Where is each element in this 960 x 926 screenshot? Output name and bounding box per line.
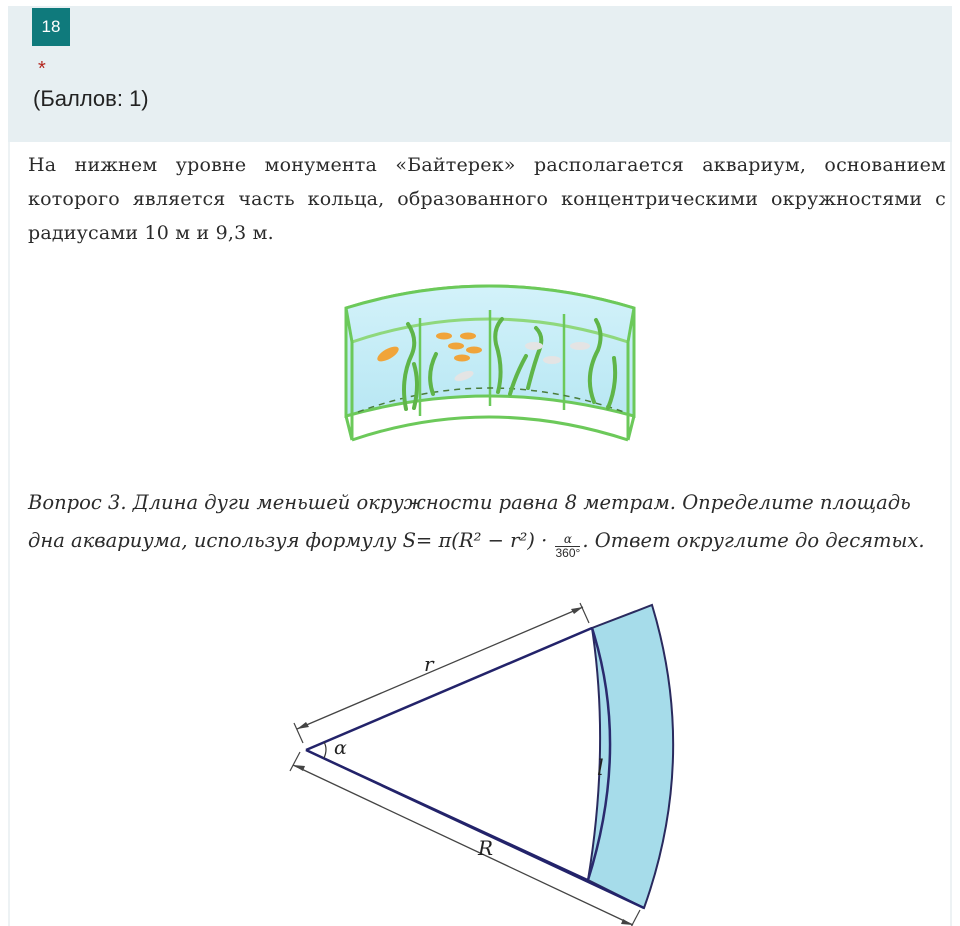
ring-sector-diagram bbox=[280, 597, 700, 926]
intro-text: На нижнем уровне монумента «Байтерек» располагается аквариум, основанием которого является часть кольца, образованного концентрическими окружностями с радиусами 10 м и 9,3 м. bbox=[28, 154, 946, 244]
task-text-before: Вопрос 3. Длина дуги меньшей окружности равна 8 метрам. Определите площадь дна аквариума, используя формулу S= bbox=[28, 491, 911, 552]
fraction-denominator: 360° bbox=[555, 546, 581, 560]
task-text bbox=[28, 484, 946, 560]
task-text-after: . Ответ округлите до десятых. bbox=[582, 529, 925, 552]
radius-r-line bbox=[306, 628, 592, 750]
area-formula: π(R² − r²) · bbox=[432, 529, 554, 552]
question-points: (Баллов: 1) bbox=[33, 86, 149, 111]
label-l: l bbox=[597, 756, 604, 780]
question-header bbox=[8, 6, 952, 142]
label-alpha: α bbox=[334, 737, 347, 759]
formula-fraction bbox=[555, 533, 580, 560]
label-r: r bbox=[424, 652, 434, 676]
required-marker: * bbox=[38, 58, 46, 80]
fraction-numerator: α bbox=[555, 533, 580, 547]
aquarium-image bbox=[328, 284, 658, 449]
question-content bbox=[8, 142, 952, 926]
label-R: R bbox=[478, 836, 494, 860]
question-number-badge: 18 bbox=[32, 8, 70, 46]
